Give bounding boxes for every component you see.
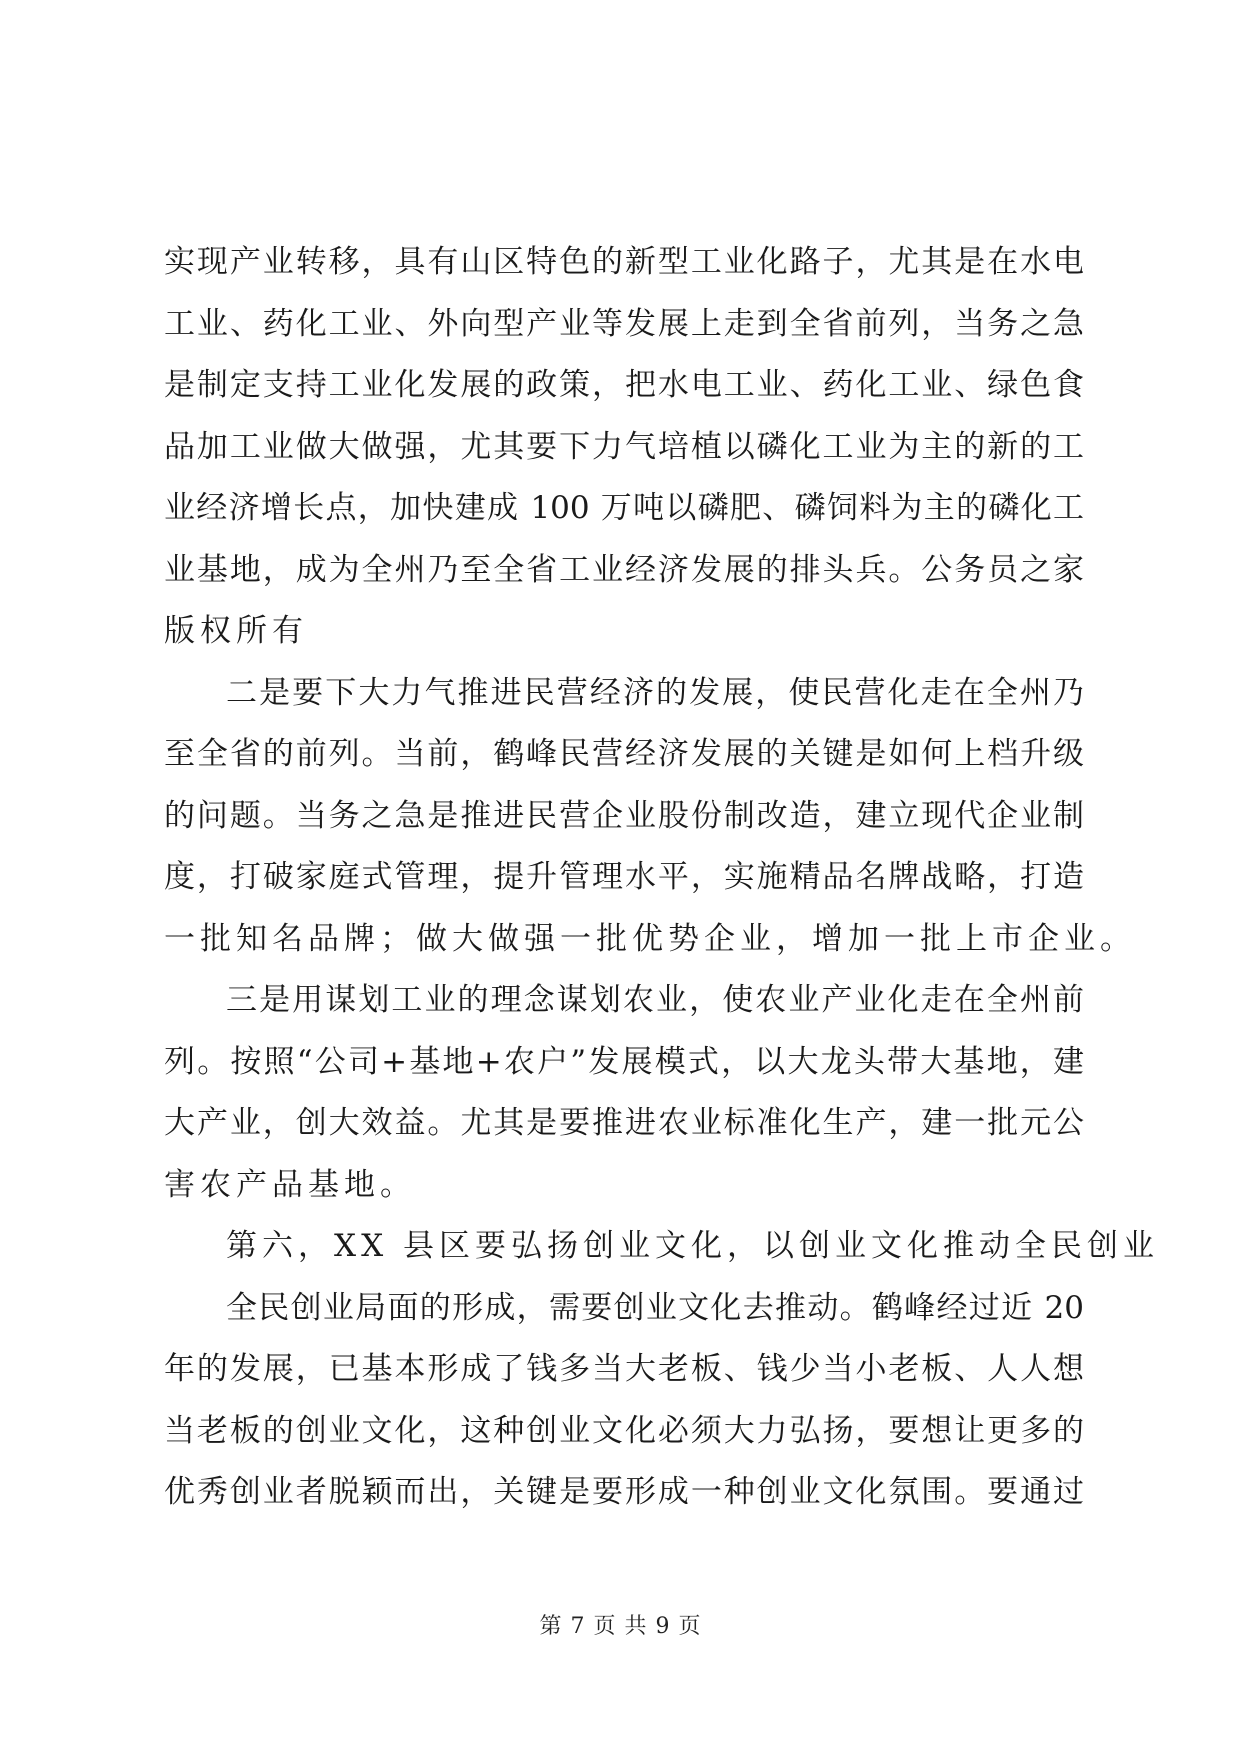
text-line: 列。按照“公司+基地+农户”发展模式，以大龙头带大基地，建 [164, 1043, 1084, 1080]
text-line: 全民创业局面的形成，需要创业文化去推动。鹤峰经过近 20 [226, 1289, 1084, 1326]
text-line: 工业、药化工业、外向型产业等发展上走到全省前列，当务之急 [164, 305, 1084, 342]
text-line: 当老板的创业文化，这种创业文化必须大力弘扬，要想让更多的 [164, 1412, 1084, 1449]
page-number-footer: 第 7 页 共 9 页 [539, 1614, 702, 1639]
text-line: 第六，XX 县区要弘扬创业文化，以创业文化推动全民创业 [226, 1228, 1159, 1264]
text-line: 度，打破家庭式管理，提升管理水平，实施精品名牌战略，打造 [164, 859, 1084, 895]
text-line: 优秀创业者脱颖而出，关键是要形成一种创业文化氛围。要通过 [164, 1474, 1084, 1510]
text-line: 一批知名品牌；做大做强一批优势企业，增加一批上市企业。 [164, 920, 1136, 957]
text-line: 业经济增长点，加快建成 100 万吨以磷肥、磷饲料为主的磷化工 [164, 490, 1084, 526]
text-line: 三是用谋划工业的理念谋划农业，使农业产业化走在全州前 [226, 982, 1084, 1018]
text-line: 的问题。当务之急是推进民营企业股份制改造，建立现代企业制 [164, 797, 1084, 834]
text-line: 害农产品基地。 [164, 1166, 416, 1203]
text-line: 业基地，成为全州乃至全省工业经济发展的排头兵。公务员之家 [164, 551, 1084, 588]
text-line: 品加工业做大做强，尤其要下力气培植以磷化工业为主的新的工 [164, 428, 1084, 465]
text-line: 年的发展，已基本形成了钱多当大老板、钱少当小老板、人人想 [164, 1351, 1084, 1387]
text-line: 是制定支持工业化发展的政策，把水电工业、药化工业、绿色食 [164, 367, 1084, 403]
text-line: 至全省的前列。当前，鹤峰民营经济发展的关键是如何上档升级 [164, 736, 1084, 772]
text-line: 大产业，创大效益。尤其是要推进农业标准化生产，建一批元公 [164, 1105, 1084, 1141]
text-line: 二是要下大力气推进民营经济的发展，使民营化走在全州乃 [226, 674, 1084, 711]
body-text [164, 232, 1159, 1524]
text-line: 版权所有 [164, 613, 308, 649]
text-line: 实现产业转移，具有山区特色的新型工业化路子，尤其是在水电 [164, 244, 1084, 280]
